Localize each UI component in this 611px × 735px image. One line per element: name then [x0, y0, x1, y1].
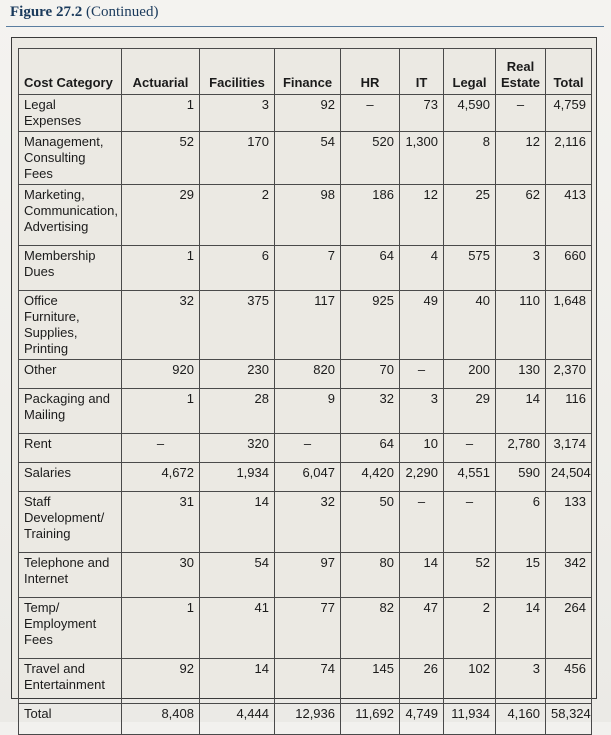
table-row — [19, 360, 592, 389]
cell-facilities: 41 — [200, 598, 275, 659]
cell-total: 4,759 — [546, 95, 592, 132]
cell-legal: – — [444, 434, 496, 463]
cell-it: 14 — [400, 553, 444, 598]
cell-category: Membership Dues — [19, 246, 122, 291]
caption-divider — [6, 26, 604, 27]
cell-it: 26 — [400, 659, 444, 704]
cell-facilities: 2 — [200, 185, 275, 246]
cell-category: Temp/ Employment Fees — [19, 598, 122, 659]
table-row — [19, 553, 592, 598]
table-header-row — [19, 49, 592, 95]
total-cell-finance: 12,936 — [275, 704, 341, 735]
cell-finance: 77 — [275, 598, 341, 659]
header-real-estate-line1: Real — [506, 59, 535, 74]
header-total: Total — [546, 49, 592, 95]
table-row — [19, 463, 592, 492]
cell-total: 3,174 — [546, 434, 592, 463]
figure-caption — [10, 4, 158, 21]
table-row — [19, 492, 592, 553]
cell-real-estate: 14 — [496, 389, 546, 434]
cell-hr: 925 — [341, 291, 400, 360]
cell-legal: – — [444, 492, 496, 553]
table-row — [19, 434, 592, 463]
cell-real-estate: – — [496, 95, 546, 132]
cell-actuarial: – — [122, 434, 200, 463]
cell-legal: 200 — [444, 360, 496, 389]
header-legal: Legal — [444, 49, 496, 95]
cell-facilities: 28 — [200, 389, 275, 434]
cell-it: – — [400, 360, 444, 389]
cell-hr: 64 — [341, 434, 400, 463]
cell-it: 12 — [400, 185, 444, 246]
cell-hr: 186 — [341, 185, 400, 246]
cell-finance: 92 — [275, 95, 341, 132]
cell-real-estate: 3 — [496, 246, 546, 291]
cell-finance: 7 — [275, 246, 341, 291]
total-cell-hr: 11,692 — [341, 704, 400, 735]
cell-total: 413 — [546, 185, 592, 246]
total-cell-total: 58,324 — [546, 704, 592, 735]
table-total-row — [19, 704, 592, 735]
total-cell-facilities: 4,444 — [200, 704, 275, 735]
cell-actuarial: 29 — [122, 185, 200, 246]
cell-total: 264 — [546, 598, 592, 659]
cell-category: Packaging and Mailing — [19, 389, 122, 434]
cell-it: – — [400, 492, 444, 553]
header-real-estate-line2: Estate — [501, 75, 541, 90]
cell-actuarial: 92 — [122, 659, 200, 704]
cell-it: 47 — [400, 598, 444, 659]
table-row — [19, 659, 592, 704]
cell-total: 2,116 — [546, 132, 592, 185]
cell-real-estate: 590 — [496, 463, 546, 492]
cell-hr: 82 — [341, 598, 400, 659]
cell-hr: 50 — [341, 492, 400, 553]
cell-total: 116 — [546, 389, 592, 434]
cell-actuarial: 4,672 — [122, 463, 200, 492]
cell-total: 1,648 — [546, 291, 592, 360]
cell-legal: 25 — [444, 185, 496, 246]
cell-total: 456 — [546, 659, 592, 704]
total-cell-real-estate: 4,160 — [496, 704, 546, 735]
cell-finance: 54 — [275, 132, 341, 185]
cell-finance: – — [275, 434, 341, 463]
cell-finance: 117 — [275, 291, 341, 360]
cell-hr: 80 — [341, 553, 400, 598]
table-row — [19, 598, 592, 659]
cell-category: Management, Consulting Fees — [19, 132, 122, 185]
cell-real-estate: 62 — [496, 185, 546, 246]
cell-category: Travel and Entertainment — [19, 659, 122, 704]
cell-hr: 520 — [341, 132, 400, 185]
cell-legal: 575 — [444, 246, 496, 291]
cell-real-estate: 14 — [496, 598, 546, 659]
table-frame — [11, 37, 597, 721]
cell-real-estate: 2,780 — [496, 434, 546, 463]
cell-real-estate: 130 — [496, 360, 546, 389]
cell-actuarial: 1 — [122, 389, 200, 434]
header-finance: Finance — [275, 49, 341, 95]
cell-category: Telephone and Internet — [19, 553, 122, 598]
header-facilities: Facilities — [200, 49, 275, 95]
cell-finance: 32 — [275, 492, 341, 553]
cell-actuarial: 1 — [122, 95, 200, 132]
cell-facilities: 3 — [200, 95, 275, 132]
figure-continued-label: (Continued) — [85, 4, 159, 20]
cell-finance: 97 — [275, 553, 341, 598]
cell-legal: 2 — [444, 598, 496, 659]
cell-category: Other — [19, 360, 122, 389]
cell-facilities: 6 — [200, 246, 275, 291]
cell-facilities: 170 — [200, 132, 275, 185]
cell-legal: 40 — [444, 291, 496, 360]
cell-facilities: 375 — [200, 291, 275, 360]
cell-facilities: 14 — [200, 492, 275, 553]
table-row — [19, 246, 592, 291]
cell-hr: – — [341, 95, 400, 132]
cell-it: 1,300 — [400, 132, 444, 185]
cell-total: 24,504 — [546, 463, 592, 492]
cell-legal: 52 — [444, 553, 496, 598]
cell-real-estate: 110 — [496, 291, 546, 360]
cell-legal: 4,551 — [444, 463, 496, 492]
cell-finance: 98 — [275, 185, 341, 246]
cell-hr: 70 — [341, 360, 400, 389]
cell-category: Rent — [19, 434, 122, 463]
cell-actuarial: 31 — [122, 492, 200, 553]
cell-hr: 4,420 — [341, 463, 400, 492]
cell-legal: 29 — [444, 389, 496, 434]
cell-facilities: 230 — [200, 360, 275, 389]
cell-real-estate: 3 — [496, 659, 546, 704]
cell-facilities: 14 — [200, 659, 275, 704]
cell-actuarial: 30 — [122, 553, 200, 598]
total-cell-it: 4,749 — [400, 704, 444, 735]
cell-finance: 6,047 — [275, 463, 341, 492]
table-row — [19, 389, 592, 434]
table-row — [19, 95, 592, 132]
cell-it: 49 — [400, 291, 444, 360]
cell-it: 3 — [400, 389, 444, 434]
cell-real-estate: 15 — [496, 553, 546, 598]
cell-category: Office Furniture, Supplies, Printing — [19, 291, 122, 360]
header-it: IT — [400, 49, 444, 95]
cell-actuarial: 1 — [122, 598, 200, 659]
cell-total: 133 — [546, 492, 592, 553]
header-cost-category: Cost Category — [19, 49, 122, 95]
table-row — [19, 291, 592, 360]
cell-hr: 145 — [341, 659, 400, 704]
figure-number: Figure 27.2 — [10, 4, 83, 20]
cell-category: Staff Development/ Training — [19, 492, 122, 553]
total-cell-actuarial: 8,408 — [122, 704, 200, 735]
cell-facilities: 320 — [200, 434, 275, 463]
cell-real-estate: 6 — [496, 492, 546, 553]
cell-category: Legal Expenses — [19, 95, 122, 132]
cell-total: 2,370 — [546, 360, 592, 389]
cell-finance: 820 — [275, 360, 341, 389]
cell-legal: 8 — [444, 132, 496, 185]
cell-legal: 4,590 — [444, 95, 496, 132]
cell-actuarial: 52 — [122, 132, 200, 185]
cell-it: 10 — [400, 434, 444, 463]
total-cell-legal: 11,934 — [444, 704, 496, 735]
cell-finance: 9 — [275, 389, 341, 434]
cell-total: 660 — [546, 246, 592, 291]
cell-it: 73 — [400, 95, 444, 132]
cell-facilities: 1,934 — [200, 463, 275, 492]
cell-hr: 32 — [341, 389, 400, 434]
header-real-estate — [496, 49, 546, 95]
header-hr: HR — [341, 49, 400, 95]
cell-it: 4 — [400, 246, 444, 291]
table-row — [19, 132, 592, 185]
cell-category: Salaries — [19, 463, 122, 492]
cell-category: Marketing, Communication, Advertising — [19, 185, 122, 246]
table-row — [19, 185, 592, 246]
cell-facilities: 54 — [200, 553, 275, 598]
cell-legal: 102 — [444, 659, 496, 704]
cell-actuarial: 1 — [122, 246, 200, 291]
cell-finance: 74 — [275, 659, 341, 704]
total-cell-category: Total — [19, 704, 122, 735]
header-actuarial: Actuarial — [122, 49, 200, 95]
cell-hr: 64 — [341, 246, 400, 291]
cell-actuarial: 920 — [122, 360, 200, 389]
cell-total: 342 — [546, 553, 592, 598]
cell-actuarial: 32 — [122, 291, 200, 360]
cell-real-estate: 12 — [496, 132, 546, 185]
cell-it: 2,290 — [400, 463, 444, 492]
cost-table — [18, 48, 592, 735]
